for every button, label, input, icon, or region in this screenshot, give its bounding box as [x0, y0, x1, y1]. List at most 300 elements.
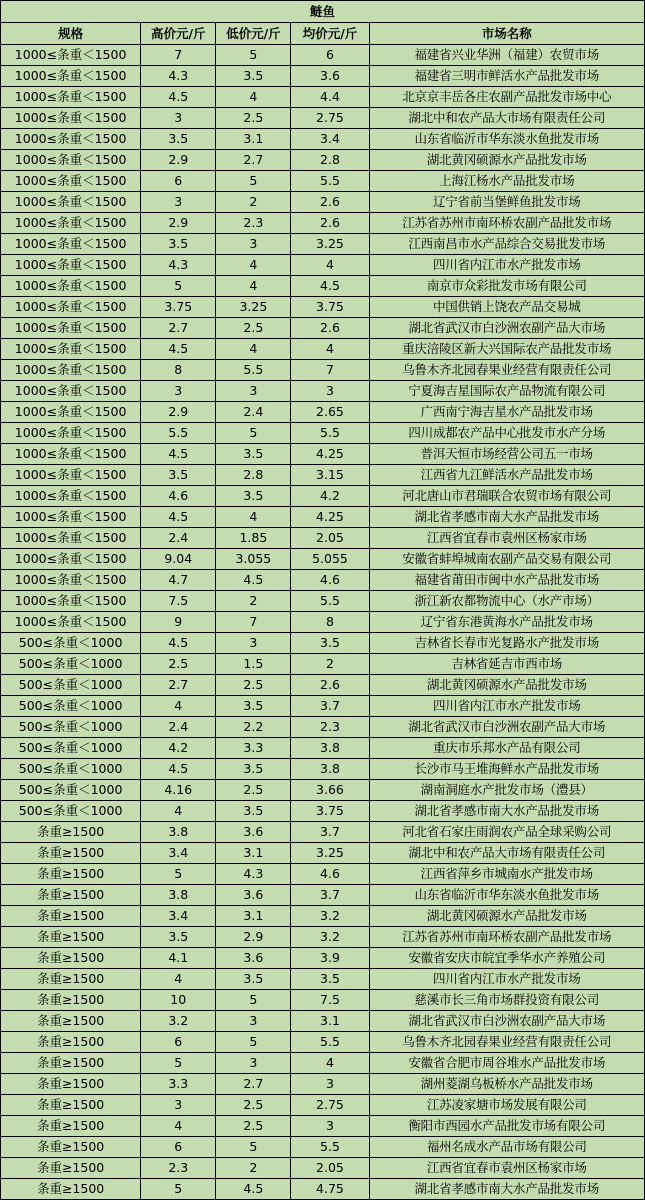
cell-avg-price: 3.5 [291, 633, 369, 654]
header-avg-price: 均价元/斤 [291, 23, 369, 45]
cell-market-name: 湖北黄冈硕源水产品批发市场 [369, 150, 644, 171]
cell-spec: 500≤条重＜1000 [1, 738, 141, 759]
cell-avg-price: 3 [291, 381, 369, 402]
cell-spec: 1000≤条重＜1500 [1, 150, 141, 171]
cell-high-price: 6 [141, 171, 216, 192]
cell-low-price: 2.9 [216, 927, 291, 948]
cell-high-price: 5.5 [141, 423, 216, 444]
cell-low-price: 2 [216, 192, 291, 213]
cell-low-price: 2.5 [216, 780, 291, 801]
cell-market-name: 重庆市乐邦水产品有限公司 [369, 738, 644, 759]
cell-avg-price: 5.5 [291, 423, 369, 444]
cell-market-name: 安徽省安庆市皖宜季华水产养殖公司 [369, 948, 644, 969]
cell-high-price: 7.5 [141, 591, 216, 612]
table-row [1, 990, 645, 1011]
cell-avg-price: 5.5 [291, 1137, 369, 1158]
cell-low-price: 5 [216, 45, 291, 66]
cell-high-price: 5 [141, 276, 216, 297]
cell-avg-price: 7 [291, 360, 369, 381]
cell-avg-price: 4 [291, 339, 369, 360]
cell-avg-price: 3.2 [291, 927, 369, 948]
cell-avg-price: 3.1 [291, 1011, 369, 1032]
cell-avg-price: 2.75 [291, 108, 369, 129]
cell-high-price: 3 [141, 192, 216, 213]
cell-market-name: 福州名成水产品市场有限公司 [369, 1137, 644, 1158]
cell-spec: 500≤条重＜1000 [1, 780, 141, 801]
cell-high-price: 2.9 [141, 150, 216, 171]
cell-spec: 条重≥1500 [1, 1053, 141, 1074]
cell-avg-price: 3 [291, 1074, 369, 1095]
table-row [1, 801, 645, 822]
cell-market-name: 四川省内江市水产批发市场 [369, 969, 644, 990]
cell-avg-price: 4.2 [291, 486, 369, 507]
cell-market-name: 吉林省延吉市西市场 [369, 654, 644, 675]
cell-high-price: 4 [141, 801, 216, 822]
cell-high-price: 4 [141, 969, 216, 990]
cell-low-price: 5 [216, 171, 291, 192]
cell-spec: 条重≥1500 [1, 1137, 141, 1158]
cell-high-price: 2.4 [141, 717, 216, 738]
cell-market-name: 福建省兴业华洲（福建）农贸市场 [369, 45, 644, 66]
cell-market-name: 四川成都农产品中心批发市水产分场 [369, 423, 644, 444]
cell-high-price: 2.7 [141, 675, 216, 696]
cell-low-price: 3 [216, 1053, 291, 1074]
cell-low-price: 3 [216, 234, 291, 255]
cell-spec: 条重≥1500 [1, 906, 141, 927]
cell-avg-price: 3 [291, 1116, 369, 1137]
cell-market-name: 辽宁省前当堡鲜鱼批发市场 [369, 192, 644, 213]
cell-market-name: 湖北省武汉市白沙洲农副产品大市场 [369, 318, 644, 339]
cell-low-price: 3.5 [216, 801, 291, 822]
cell-market-name: 北京京丰岳各庄农副产品批发市场中心 [369, 87, 644, 108]
table-row [1, 759, 645, 780]
cell-avg-price: 3.15 [291, 465, 369, 486]
cell-low-price: 3.5 [216, 759, 291, 780]
table-row [1, 1053, 645, 1074]
cell-avg-price: 5.5 [291, 1032, 369, 1053]
cell-avg-price: 6 [291, 45, 369, 66]
cell-spec: 条重≥1500 [1, 990, 141, 1011]
title-row [1, 1, 645, 23]
cell-spec: 1000≤条重＜1500 [1, 360, 141, 381]
cell-avg-price: 4.6 [291, 570, 369, 591]
cell-high-price: 2.9 [141, 213, 216, 234]
table-row [1, 927, 645, 948]
cell-spec: 1000≤条重＜1500 [1, 423, 141, 444]
cell-market-name: 山东省临沂市华东淡水鱼批发市场 [369, 885, 644, 906]
cell-spec: 500≤条重＜1000 [1, 717, 141, 738]
cell-low-price: 1.85 [216, 528, 291, 549]
cell-spec: 1000≤条重＜1500 [1, 339, 141, 360]
cell-high-price: 2.3 [141, 1158, 216, 1179]
cell-market-name: 衡阳市西园水产品批发市场有限公司 [369, 1116, 644, 1137]
table-row [1, 969, 645, 990]
cell-market-name: 江苏省苏州市南环桥农副产品批发市场 [369, 213, 644, 234]
table-row [1, 654, 645, 675]
table-row [1, 549, 645, 570]
cell-spec: 1000≤条重＜1500 [1, 108, 141, 129]
cell-low-price: 2 [216, 1158, 291, 1179]
cell-high-price: 3.5 [141, 927, 216, 948]
cell-low-price: 5 [216, 1137, 291, 1158]
cell-high-price: 5 [141, 1053, 216, 1074]
cell-low-price: 2.2 [216, 717, 291, 738]
cell-spec: 1000≤条重＜1500 [1, 129, 141, 150]
cell-spec: 500≤条重＜1000 [1, 654, 141, 675]
table-row [1, 318, 645, 339]
cell-avg-price: 3.25 [291, 234, 369, 255]
cell-spec: 条重≥1500 [1, 885, 141, 906]
cell-market-name: 重庆涪陵区新大兴国际农产品批发市场 [369, 339, 644, 360]
header-market-name: 市场名称 [369, 23, 644, 45]
table-row [1, 402, 645, 423]
cell-market-name: 江西南昌市水产品综合交易批发市场 [369, 234, 644, 255]
cell-market-name: 江苏凌家塘市场发展有限公司 [369, 1095, 644, 1116]
cell-avg-price: 3.5 [291, 969, 369, 990]
cell-high-price: 7 [141, 45, 216, 66]
cell-avg-price: 4 [291, 255, 369, 276]
cell-spec: 1000≤条重＜1500 [1, 570, 141, 591]
table-row [1, 528, 645, 549]
cell-avg-price: 3.75 [291, 801, 369, 822]
table-row [1, 192, 645, 213]
header-low-price: 低价元/斤 [216, 23, 291, 45]
cell-avg-price: 3.75 [291, 297, 369, 318]
cell-spec: 条重≥1500 [1, 822, 141, 843]
cell-high-price: 3.8 [141, 822, 216, 843]
cell-spec: 1000≤条重＜1500 [1, 45, 141, 66]
table-row [1, 1179, 645, 1200]
cell-avg-price: 4.5 [291, 276, 369, 297]
cell-avg-price: 5.055 [291, 549, 369, 570]
cell-market-name: 河北省石家庄雨润农产品全球采购公司 [369, 822, 644, 843]
cell-spec: 条重≥1500 [1, 843, 141, 864]
cell-avg-price: 2.6 [291, 213, 369, 234]
table-row [1, 1074, 645, 1095]
cell-market-name: 湖北省孝感市南大水产品批发市场 [369, 801, 644, 822]
table-row [1, 66, 645, 87]
cell-market-name: 湖北省孝感市南大水产品批发市场 [369, 507, 644, 528]
cell-market-name: 宁夏海吉星国际农产品物流有限公司 [369, 381, 644, 402]
cell-spec: 1000≤条重＜1500 [1, 591, 141, 612]
table-row [1, 360, 645, 381]
cell-low-price: 4 [216, 507, 291, 528]
table-row [1, 150, 645, 171]
cell-high-price: 4.3 [141, 255, 216, 276]
table-row [1, 822, 645, 843]
cell-market-name: 辽宁省东港黄海水产品批发市场 [369, 612, 644, 633]
cell-high-price: 4.1 [141, 948, 216, 969]
cell-avg-price: 4.4 [291, 87, 369, 108]
cell-high-price: 4.6 [141, 486, 216, 507]
cell-low-price: 4.5 [216, 1179, 291, 1200]
cell-high-price: 4 [141, 696, 216, 717]
cell-avg-price: 2.6 [291, 318, 369, 339]
cell-high-price: 2.5 [141, 654, 216, 675]
cell-market-name: 湖北黄冈硕源水产品批发市场 [369, 906, 644, 927]
cell-low-price: 5.5 [216, 360, 291, 381]
cell-avg-price: 3.6 [291, 66, 369, 87]
cell-market-name: 安徽省蚌埠城南农副产品交易有限公司 [369, 549, 644, 570]
cell-avg-price: 4.6 [291, 864, 369, 885]
cell-market-name: 山东省临沂市华东淡水鱼批发市场 [369, 129, 644, 150]
cell-market-name: 四川省内江市水产批发市场 [369, 696, 644, 717]
cell-market-name: 乌鲁木齐北园春果业经营有限责任公司 [369, 360, 644, 381]
cell-spec: 500≤条重＜1000 [1, 801, 141, 822]
table-row [1, 45, 645, 66]
cell-spec: 1000≤条重＜1500 [1, 255, 141, 276]
cell-high-price: 10 [141, 990, 216, 1011]
table-row [1, 864, 645, 885]
cell-avg-price: 2 [291, 654, 369, 675]
cell-avg-price: 3.4 [291, 129, 369, 150]
table-row [1, 465, 645, 486]
cell-avg-price: 4.25 [291, 507, 369, 528]
cell-market-name: 上海江杨水产品批发市场 [369, 171, 644, 192]
table-row [1, 696, 645, 717]
cell-high-price: 5 [141, 1179, 216, 1200]
table-title: 鲢鱼 [1, 1, 645, 23]
cell-high-price: 4.16 [141, 780, 216, 801]
cell-market-name: 江西省宜春市袁州区杨家市场 [369, 528, 644, 549]
cell-low-price: 2.5 [216, 1095, 291, 1116]
table-row [1, 1032, 645, 1053]
cell-market-name: 湖北中和农产品大市场有限责任公司 [369, 843, 644, 864]
cell-market-name: 慈溪市长三角市场群投资有限公司 [369, 990, 644, 1011]
table-row [1, 87, 645, 108]
table-row [1, 1116, 645, 1137]
cell-market-name: 安徽省合肥市周谷堆水产品批发市场 [369, 1053, 644, 1074]
cell-low-price: 2 [216, 591, 291, 612]
cell-market-name: 吉林省长春市光复路水产批发市场 [369, 633, 644, 654]
cell-spec: 1000≤条重＜1500 [1, 612, 141, 633]
cell-low-price: 3.1 [216, 906, 291, 927]
header-spec: 规格 [1, 23, 141, 45]
cell-high-price: 8 [141, 360, 216, 381]
cell-spec: 条重≥1500 [1, 864, 141, 885]
cell-high-price: 4.5 [141, 444, 216, 465]
cell-spec: 1000≤条重＜1500 [1, 465, 141, 486]
table-row [1, 276, 645, 297]
cell-low-price: 2.5 [216, 318, 291, 339]
cell-high-price: 3.8 [141, 885, 216, 906]
cell-market-name: 四川省内江市水产批发市场 [369, 255, 644, 276]
cell-low-price: 3.6 [216, 885, 291, 906]
table-row [1, 1158, 645, 1179]
cell-spec: 1000≤条重＜1500 [1, 234, 141, 255]
cell-spec: 1000≤条重＜1500 [1, 318, 141, 339]
cell-spec: 1000≤条重＜1500 [1, 276, 141, 297]
cell-market-name: 长沙市马王堆海鲜水产品批发市场 [369, 759, 644, 780]
cell-high-price: 3.4 [141, 843, 216, 864]
table-row [1, 444, 645, 465]
table-row [1, 213, 645, 234]
cell-spec: 1000≤条重＜1500 [1, 381, 141, 402]
table-row [1, 780, 645, 801]
table-row [1, 675, 645, 696]
cell-avg-price: 4 [291, 1053, 369, 1074]
cell-spec: 1000≤条重＜1500 [1, 213, 141, 234]
table-row [1, 129, 645, 150]
table-row [1, 507, 645, 528]
cell-high-price: 9.04 [141, 549, 216, 570]
table-row [1, 486, 645, 507]
cell-low-price: 3.5 [216, 444, 291, 465]
cell-spec: 1000≤条重＜1500 [1, 297, 141, 318]
cell-low-price: 5 [216, 423, 291, 444]
cell-low-price: 4 [216, 87, 291, 108]
cell-high-price: 3 [141, 381, 216, 402]
cell-high-price: 2.4 [141, 528, 216, 549]
cell-low-price: 3.6 [216, 948, 291, 969]
cell-spec: 1000≤条重＜1500 [1, 87, 141, 108]
cell-high-price: 2.7 [141, 318, 216, 339]
cell-avg-price: 3.8 [291, 738, 369, 759]
cell-avg-price: 3.2 [291, 906, 369, 927]
cell-spec: 条重≥1500 [1, 1074, 141, 1095]
cell-market-name: 湖北省武汉市白沙洲农副产品大市场 [369, 717, 644, 738]
table-row [1, 1095, 645, 1116]
cell-market-name: 湖北黄冈硕源水产品批发市场 [369, 675, 644, 696]
cell-avg-price: 4.25 [291, 444, 369, 465]
cell-high-price: 3 [141, 108, 216, 129]
cell-low-price: 4 [216, 339, 291, 360]
cell-avg-price: 3.9 [291, 948, 369, 969]
cell-high-price: 5 [141, 864, 216, 885]
cell-spec: 1000≤条重＜1500 [1, 528, 141, 549]
cell-market-name: 江西省九江鲜活水产品批发市场 [369, 465, 644, 486]
header-high-price: 高价元/斤 [141, 23, 216, 45]
cell-spec: 条重≥1500 [1, 1032, 141, 1053]
cell-avg-price: 2.75 [291, 1095, 369, 1116]
table-row [1, 738, 645, 759]
cell-high-price: 3.4 [141, 906, 216, 927]
cell-high-price: 4.5 [141, 339, 216, 360]
cell-low-price: 2.4 [216, 402, 291, 423]
cell-low-price: 3.5 [216, 486, 291, 507]
cell-low-price: 3.1 [216, 843, 291, 864]
table-row [1, 612, 645, 633]
cell-market-name: 广西南宁海吉星水产品批发市场 [369, 402, 644, 423]
cell-low-price: 2.5 [216, 1116, 291, 1137]
cell-high-price: 4.3 [141, 66, 216, 87]
cell-low-price: 4 [216, 276, 291, 297]
cell-low-price: 3 [216, 1011, 291, 1032]
cell-low-price: 3 [216, 381, 291, 402]
table-row [1, 717, 645, 738]
cell-market-name: 浙江新农都物流中心（水产市场） [369, 591, 644, 612]
cell-avg-price: 3.66 [291, 780, 369, 801]
cell-high-price: 3.5 [141, 234, 216, 255]
cell-low-price: 5 [216, 990, 291, 1011]
table-row [1, 108, 645, 129]
table-row [1, 570, 645, 591]
cell-market-name: 江西省宜春市袁州区杨家市场 [369, 1158, 644, 1179]
table-row [1, 633, 645, 654]
table-row [1, 1011, 645, 1032]
cell-spec: 1000≤条重＜1500 [1, 507, 141, 528]
cell-market-name: 湖州菱湖乌板桥水产品批发市场 [369, 1074, 644, 1095]
cell-high-price: 3.75 [141, 297, 216, 318]
table-row [1, 171, 645, 192]
cell-high-price: 9 [141, 612, 216, 633]
table-row [1, 948, 645, 969]
cell-low-price: 2.5 [216, 675, 291, 696]
table-row [1, 297, 645, 318]
cell-market-name: 湖南洞庭水产批发市场（澧县） [369, 780, 644, 801]
cell-market-name: 江西省萍乡市城南水产批发市场 [369, 864, 644, 885]
cell-avg-price: 2.65 [291, 402, 369, 423]
cell-low-price: 3.5 [216, 696, 291, 717]
table-row [1, 885, 645, 906]
cell-market-name: 福建省三明市鲜活水产品批发市场 [369, 66, 644, 87]
cell-avg-price: 3.8 [291, 759, 369, 780]
cell-market-name: 普洱天恒市场经营公司五一市场 [369, 444, 644, 465]
cell-market-name: 湖北中和农产品大市场有限责任公司 [369, 108, 644, 129]
cell-low-price: 3.5 [216, 66, 291, 87]
cell-market-name: 湖北省武汉市白沙洲农副产品大市场 [369, 1011, 644, 1032]
cell-high-price: 6 [141, 1032, 216, 1053]
cell-low-price: 4 [216, 255, 291, 276]
cell-low-price: 3.25 [216, 297, 291, 318]
cell-high-price: 3.3 [141, 1074, 216, 1095]
cell-high-price: 4 [141, 1116, 216, 1137]
cell-low-price: 4.3 [216, 864, 291, 885]
cell-spec: 条重≥1500 [1, 1158, 141, 1179]
cell-high-price: 4.2 [141, 738, 216, 759]
cell-high-price: 4.5 [141, 87, 216, 108]
cell-low-price: 5 [216, 1032, 291, 1053]
table-row [1, 255, 645, 276]
cell-low-price: 2.5 [216, 108, 291, 129]
cell-avg-price: 2.6 [291, 192, 369, 213]
cell-high-price: 4.7 [141, 570, 216, 591]
cell-high-price: 6 [141, 1137, 216, 1158]
table-row [1, 843, 645, 864]
cell-market-name: 湖北省孝感市南大水产品批发市场 [369, 1179, 644, 1200]
cell-market-name: 南京市众彩批发市场有限公司 [369, 276, 644, 297]
cell-market-name: 江苏省苏州市南环桥农副产品批发市场 [369, 927, 644, 948]
cell-spec: 条重≥1500 [1, 969, 141, 990]
cell-market-name: 中国供销上饶农产品交易城 [369, 297, 644, 318]
cell-avg-price: 7.5 [291, 990, 369, 1011]
cell-low-price: 3.6 [216, 822, 291, 843]
cell-low-price: 2.7 [216, 150, 291, 171]
cell-avg-price: 3.25 [291, 843, 369, 864]
cell-low-price: 2.7 [216, 1074, 291, 1095]
cell-avg-price: 5.5 [291, 591, 369, 612]
cell-spec: 条重≥1500 [1, 927, 141, 948]
cell-high-price: 3.5 [141, 465, 216, 486]
cell-avg-price: 2.05 [291, 528, 369, 549]
cell-avg-price: 3.7 [291, 885, 369, 906]
cell-high-price: 4.5 [141, 507, 216, 528]
table-row [1, 906, 645, 927]
cell-market-name: 河北唐山市君瑞联合农贸市场有限公司 [369, 486, 644, 507]
cell-avg-price: 4.75 [291, 1179, 369, 1200]
table-row [1, 423, 645, 444]
header-row [1, 23, 645, 45]
cell-spec: 条重≥1500 [1, 1179, 141, 1200]
cell-avg-price: 2.3 [291, 717, 369, 738]
cell-avg-price: 3.7 [291, 696, 369, 717]
cell-high-price: 4.5 [141, 759, 216, 780]
cell-spec: 条重≥1500 [1, 1095, 141, 1116]
cell-avg-price: 5.5 [291, 171, 369, 192]
cell-avg-price: 8 [291, 612, 369, 633]
cell-market-name: 乌鲁木齐北园春果业经营有限责任公司 [369, 1032, 644, 1053]
cell-spec: 1000≤条重＜1500 [1, 444, 141, 465]
